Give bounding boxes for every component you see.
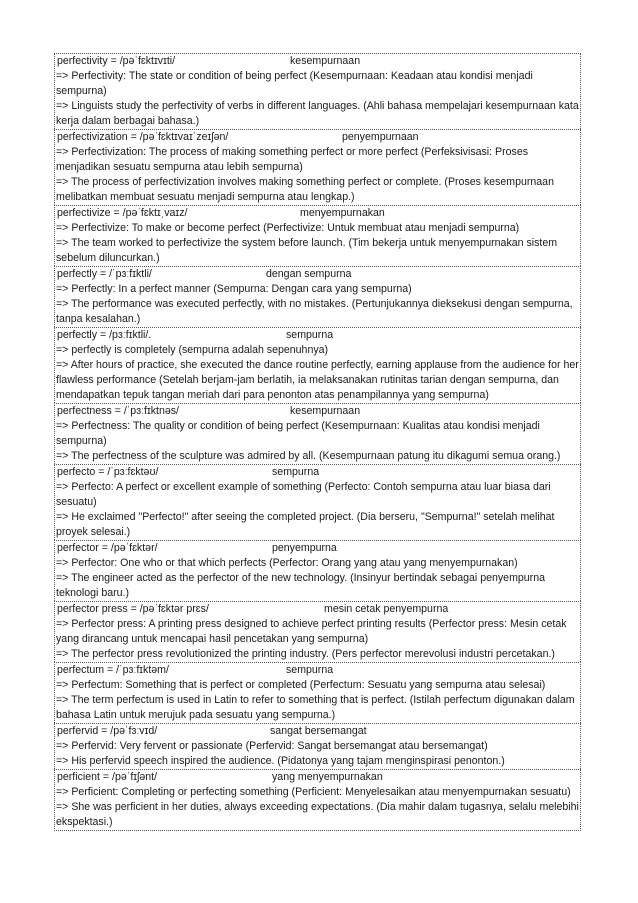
- entry-headline: [56, 602, 579, 617]
- entry: [54, 723, 581, 769]
- entry: [54, 53, 581, 129]
- entry: [54, 129, 581, 205]
- entry: [54, 601, 581, 662]
- entry: [54, 403, 581, 464]
- entry-headline: [56, 663, 579, 678]
- entry-term: perfectness = /ˈpɜːfɪktnəs/: [57, 405, 179, 417]
- entry-definition: => Perfectivization: The process of making something perfect or more perfect (Perfeksivisasi: Proses menjadikan sesuatu sempurna atau lebih sempurna): [56, 146, 529, 173]
- entry-translation: sempurna: [286, 329, 334, 341]
- entry-example: => He exclaimed "Perfecto!" after seeing the completed project. (Dia berseru, "Sempurna!" setelah melihat proyek selesai.): [56, 511, 555, 538]
- entry-headline: [56, 404, 579, 419]
- entry-term: perfectivity = /pəˈfɛktɪvɪti/: [57, 55, 176, 67]
- entry-definition: => Perfectivize: To make or become perfect (Perfectivize: Untuk membuat atau menjadi sempurna): [56, 222, 520, 234]
- entry-headline: [56, 724, 579, 739]
- entry-definition: => perfectly is completely (sempurna adalah sepenuhnya): [56, 344, 329, 356]
- entry-example: => His perfervid speech inspired the audience. (Pidatonya yang tajam menginspirasi penonton.): [56, 755, 505, 767]
- entry-headline: [56, 465, 579, 480]
- entry-translation: kesempurnaan: [290, 55, 361, 67]
- entry-translation: menyempurnakan: [300, 207, 385, 219]
- entry-headline: [56, 206, 579, 221]
- entry: [54, 464, 581, 540]
- entry-term: perfervid = /pəˈfɜːvɪd/: [57, 725, 158, 737]
- entry-term: perficient = /pəˈfɪʃənt/: [57, 771, 158, 783]
- entry-definition: => Perfectum: Something that is perfect or completed (Perfectum: Sesuatu yang sempurna atau selesai): [56, 679, 546, 691]
- entry-headline: [56, 54, 579, 69]
- entry-example: => Linguists study the perfectivity of verbs in different languages. (Ahli bahasa mempelajari kesempurnaan kata kerja dalam berbagai bahasa.): [56, 100, 579, 127]
- entry-term: perfectivize = /pəˈfɛktɪˌvaɪz/: [57, 207, 188, 219]
- entry-example: => The process of perfectivization involves making something perfect or complete. (Proses kesempurnaan melibatkan membuat sesuatu menjadi sempurna atau lengkap.): [56, 176, 554, 203]
- entry-translation: dengan sempurna: [266, 268, 352, 280]
- entry-translation: mesin cetak penyempurna: [324, 603, 449, 615]
- entry-headline: [56, 541, 579, 556]
- entry-headline: [56, 328, 579, 343]
- entry-translation: sempurna: [286, 664, 334, 676]
- entry-translation: penyempurna: [272, 542, 337, 554]
- entry: [54, 769, 581, 831]
- entry-definition: => Perficient: Completing or perfecting something (Perficient: Menyelesaikan atau menyempurnakan sesuatu): [56, 786, 571, 798]
- entry-term: perfector = /pəˈfɛktər/: [57, 542, 158, 554]
- entry-definition: => Perfector: One who or that which perfects (Perfector: Orang yang atau yang menyempurnakan): [56, 557, 518, 569]
- entry-example: => She was perficient in her duties, always exceeding expectations. (Dia mahir dalam tugasnya, selalu melebihi ekspektasi.): [56, 801, 579, 828]
- entry-definition: => Perfectness: The quality or condition of being perfect (Kesempurnaan: Kualitas atau kondisi menjadi sempurna): [56, 420, 540, 447]
- entry-translation: sangat bersemangat: [270, 725, 367, 737]
- entry: [54, 205, 581, 266]
- entry-definition: => Perfector press: A printing press designed to achieve perfect printing results (Perfector press: Mesin cetak yang dirancang untuk mencapai hasil pencetakan yang sempurna): [56, 618, 567, 645]
- entry-term: perfecto = /ˈpɜːfɛktəʊ/: [57, 466, 159, 478]
- entry-translation: yang menyempurnakan: [272, 771, 383, 783]
- entry-example: => The perfectness of the sculpture was admired by all. (Kesempurnaan patung itu dikagumi semua orang.): [56, 450, 561, 462]
- entry-term: perfectivization = /pəˈfɛktɪvaɪˈzeɪʃən/: [57, 131, 229, 143]
- entry-definition: => Perfectly: In a perfect manner (Sempurna: Dengan cara yang sempurna): [56, 283, 412, 295]
- entry: [54, 266, 581, 327]
- entry-example: => The term perfectum is used in Latin to refer to something that is perfect. (Istilah perfectum digunakan dalam bahasa Latin untuk merujuk pada sesuatu yang sempurna.): [56, 694, 575, 721]
- entry-example: => After hours of practice, she executed the dance routine perfectly, earning applause from the audience for her flawless performance (Setelah berjam-jam berlatih, ia melaksanakan rutinitas tarian dengan sempurna, dan mendapatkan tepuk tangan meriah dari para penonton atas penampilannya yang sempurna): [56, 359, 579, 401]
- entry-translation: penyempurnaan: [342, 131, 419, 143]
- entry-headline: [56, 770, 579, 785]
- entry-example: => The perfector press revolutionized the printing industry. (Pers perfector merevolusi industri percetakan.): [56, 648, 555, 660]
- entry-example: => The engineer acted as the perfector of the new technology. (Insinyur bertindak sebagai penyempurna teknologi baru.): [56, 572, 545, 599]
- entry-example: => The performance was executed perfectly, with no mistakes. (Pertunjukannya dieksekusi dengan sempurna, tanpa kesalahan.): [56, 298, 573, 325]
- entry-term: perfectum = /ˈpɜːfɪktəm/: [57, 664, 169, 676]
- entry-term: perfector press = /pəˈfɛktər prɛs/: [57, 603, 209, 615]
- entry-definition: => Perfervid: Very fervent or passionate (Perfervid: Sangat bersemangat atau bersemangat): [56, 740, 488, 752]
- entry-example: => The team worked to perfectivize the system before launch. (Tim bekerja untuk menyempurnakan sistem sebelum diluncurkan.): [56, 237, 558, 264]
- entry: [54, 540, 581, 601]
- dictionary-sheet: [54, 53, 581, 831]
- entry-headline: [56, 267, 579, 282]
- entry-translation: sempurna: [272, 466, 320, 478]
- entry-headline: [56, 130, 579, 145]
- entry: [54, 662, 581, 723]
- entry-definition: => Perfectivity: The state or condition of being perfect (Kesempurnaan: Keadaan atau kondisi menjadi sempurna): [56, 70, 533, 97]
- entry-translation: kesempurnaan: [290, 405, 361, 417]
- entry-definition: => Perfecto: A perfect or excellent example of something (Perfecto: Contoh sempurna atau luar biasa dari sesuatu): [56, 481, 551, 508]
- entry: [54, 327, 581, 403]
- entry-term: perfectly = /pɜːfɪktli/.: [57, 329, 152, 341]
- entry-term: perfectly = /ˈpɜːfɪktli/: [57, 268, 152, 280]
